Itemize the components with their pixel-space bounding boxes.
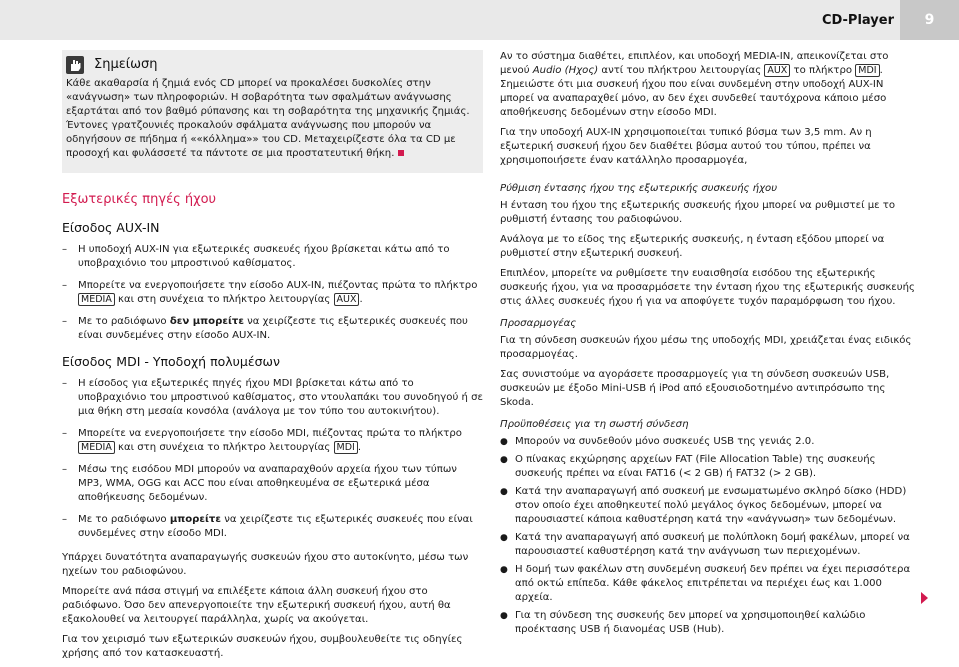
paragraph: Υπάρχει δυνατότητα αναπαραγωγής συσκευών ήχου στο αυτοκίνητο, μέσω των ηχείων του ραδιοφώνου. — [62, 552, 469, 577]
list-item: ● Κατά την αναπαραγωγή από συσκευή με πολύπλοκη δομή φακέλων, μπορεί να παρουσιαστεί καθυστέρηση κατά την ανάγνωση των περιεχομένων. — [500, 532, 910, 557]
end-square-icon — [398, 150, 404, 156]
paragraph: Για τη σύνδεση συσκευών ήχου μέσω της υποδοχής MDI, χρειάζεται ένας ειδικός προσαρμογέας. — [500, 335, 912, 360]
media-key: MEDIA — [78, 293, 115, 306]
bullet-dot-icon: ● — [500, 487, 508, 497]
bullet-dot-icon: ● — [500, 455, 508, 465]
list-item: – Η είσοδος για εξωτερικές πηγές ήχου MDI βρίσκεται κάτω από το υποβραχιόνιο του μπροστινού καθίσματος, στο ντουλαπάκι του συνοδηγού ή σε μια θήκη στη μεσαία κονσόλα (ανάλογα με τον τύπο του αυτοκινήτου). — [62, 378, 483, 417]
list-item: ● Η δομή των φακέλων στη συνδεμένη συσκευή δεν πρέπει να έχει περισσότερα από οκτώ επίπεδα. Κάθε φάκελος επιτρέπεται να περιέχει έως και 1.000 αρχεία. — [500, 564, 911, 603]
volume-heading: Ρύθμιση έντασης ήχου της εξωτερικής συσκευής ήχου — [500, 183, 778, 194]
aux-key: AUX — [334, 293, 360, 306]
paragraph: Ανάλογα με το είδος της εξωτερικής συσκευής, η ένταση εξόδου μπορεί να ρυθμιστεί στην εξωτερική συσκευή. — [500, 234, 885, 259]
mdi-heading: Είσοδος MDI - Υποδοχή πολυμέσων — [62, 354, 280, 369]
note-hand-icon — [66, 56, 84, 74]
list-item: ● Για τη σύνδεση της συσκευής δεν μπορεί να χρησιμοποιηθεί καλώδιο προέκτασης USB ή διανομέας USB (Hub). — [500, 610, 866, 635]
external-sources-heading: Εξωτερικές πηγές ήχου — [62, 192, 217, 207]
aux-heading: Είσοδος AUX-IN — [62, 220, 160, 235]
list-item: – Η υποδοχή AUX-IN για εξωτερικές συσκευές ήχου βρίσκεται κάτω από το υποβραχιόνιο του μπροστινού καθίσματος. — [62, 244, 450, 269]
bullet-dot-icon: ● — [500, 565, 508, 575]
paragraph: Αν το σύστημα διαθέτει, επιπλέον, και υποδοχή MEDIA-IN, απεικονίζεται στο μενού Audio (Ηχος) αντί του πλήκτρου λειτουργίας AUX το πλήκτρο MDI . Σημειώστε ότι μια συσκευή ήχου που είναι συνδεμένη στην υποδοχή AUX-IN μπορεί να αναπαραχθεί μόνο, αν δεν έχει συνδεθεί ταυτόχρονα κάποιο μέσο αποθήκευσης δεδομένων στην είσοδο MDI. — [500, 51, 889, 118]
list-item: – Με το ραδιόφωνο μπορείτε να χειρίζεστε τις εξωτερικές συσκευές που είναι συνδεμένες στην είσοδο MDI. — [62, 514, 473, 539]
bullet-dot-icon: ● — [500, 533, 508, 543]
note-header — [66, 56, 475, 74]
paragraph: Για τον χειρισμό των εξωτερικών συσκευών ήχου, συμβουλευθείτε τις οδηγίες χρήσης από τον κατασκευαστή. — [62, 634, 463, 659]
list-item: – Μπορείτε να ενεργοποιήσετε την είσοδο AUX-IN, πιέζοντας πρώτα το πλήκτρο MEDIA και στη συνέχεια το πλήκτρο λειτουργίας AUX . — [62, 280, 478, 305]
list-item: – Με το ραδιόφωνο δεν μπορείτε να χειρίζεστε τις εξωτερικές συσκευές που είναι συνδεμένες στην είσοδο AUX-IN. — [62, 316, 468, 341]
header-title: CD-Player — [821, 13, 894, 28]
note-text: Κάθε ακαθαρσία ή ζημιά ενός CD μπορεί να προκαλέσει δυσκολίες στην «ανάγνωση» των πληροφοριών. Η σοβαρότητα των σφαλμάτων ανάγνωσης εξαρτάται από τον βαθμό ρύπανσης και τη σοβαρότητα της μηχανικής ζημιάς. Έντονες γρατζουνιές προκαλούν σφάλματα ανάγνωσης που μπορούν να οδηγήσουν σε πήδημα ή ««κόλλημα»» του CD. Μεταχειρίζεστε όλα τα CD με προσοχή και φυλάσσετέ τα πάντοτε σε μια προστατευτική θήκη. — [66, 78, 470, 159]
requirements-heading: Προϋποθέσεις για τη σωστή σύνδεση — [500, 419, 689, 430]
list-item: – Μέσω της εισόδου MDI μπορούν να αναπαραχθούν αρχεία ήχου των τύπων MP3, WMA, OGG και ACC που είναι αποθηκευμένα σε εξωτερικά μέσα αποθήκευσης δεδομένων. — [62, 464, 457, 503]
aux-key: AUX — [764, 64, 790, 77]
page-number: 9 — [900, 0, 959, 40]
bullet-dot-icon: ● — [500, 611, 508, 621]
list-item: ● Μπορούν να συνδεθούν μόνο συσκευές USB της γενιάς 2.0. — [500, 436, 815, 447]
media-key: MEDIA — [78, 441, 115, 454]
mdi-key: MDI — [855, 64, 879, 77]
list-item: – Μπορείτε να ενεργοποιήσετε την είσοδο MDI, πιέζοντας πρώτα το πλήκτρο MEDIA και στη συνέχεια το πλήκτρο λειτουργίας MDI . — [62, 428, 462, 453]
next-page-arrow-icon — [921, 592, 928, 604]
list-item: ● Ο πίνακας εκχώρησης αρχείων FAT (File Allocation Table) της συσκευής συσκευής πρέπει να είναι FAT16 (< 2 GB) ή FAT32 (> 2 GB). — [500, 454, 876, 479]
paragraph: Μπορείτε ανά πάσα στιγμή να επιλέξετε κάποια άλλη συσκευή ήχου στο ραδιόφωνο. Όσο δεν απενεργοποιείτε την εξωτερική συσκευή ήχου, αυτή θα εξακολουθεί να λειτουργεί παράλληλα, χωρίς να ακούγεται. — [62, 586, 451, 625]
paragraph: Για την υποδοχή AUX-IN χρησιμοποιείται τυπικό βύσμα των 3,5 mm. Αν η εξωτερική συσκευή ήχου δεν διαθέτει βύσμα αυτού του τύπου, πρέπει να χρησιμοποιήσετε έναν κατάλληλο προσαρμογέα, — [500, 127, 872, 166]
right-column — [500, 50, 920, 641]
list-item: ● Κατά την αναπαραγωγή από συσκευή με ενσωματωμένο σκληρό δίσκο (HDD) στον οποίο έχει αποθηκευτεί πολύ μεγάλος όγκος δεδομένων, μπορεί να παρουσιαστεί κάποια καθυστέρηση κατά την «ανάγνωση» των δεδομένων. — [500, 486, 907, 525]
bullet-dot-icon: ● — [500, 437, 508, 447]
note-box — [62, 50, 483, 173]
header-bar — [0, 0, 900, 40]
adapters-heading: Προσαρμογέας — [500, 318, 577, 329]
mdi-key: MDI — [334, 441, 358, 454]
left-column — [62, 50, 483, 667]
paragraph: Επιπλέον, μπορείτε να ρυθμίσετε την ευαισθησία εισόδου της εξωτερικής συσκευής ήχου, για να προσαρμόσετε την ένταση ήχου της εξωτερικής συσκευής στις άλλες συσκευές ήχου ή για να αποφύγετε τυχόν παραμόρφωση του ήχου. — [500, 268, 915, 307]
paragraph: Σας συνιστούμε να αγοράσετε προσαρμογείς για τη σύνδεση συσκευών USB, συσκευών με έξοδο Mini-USB ή iPod από εξουσιοδοτημένο αντιπρόσωπο της Skoda. — [500, 369, 890, 408]
note-title: Σημείωση — [94, 57, 158, 72]
paragraph: Η ένταση του ήχου της εξωτερικής συσκευής ήχου μπορεί να ρυθμιστεί με το ρυθμιστή έντασης του ραδιοφώνου. — [500, 200, 896, 225]
